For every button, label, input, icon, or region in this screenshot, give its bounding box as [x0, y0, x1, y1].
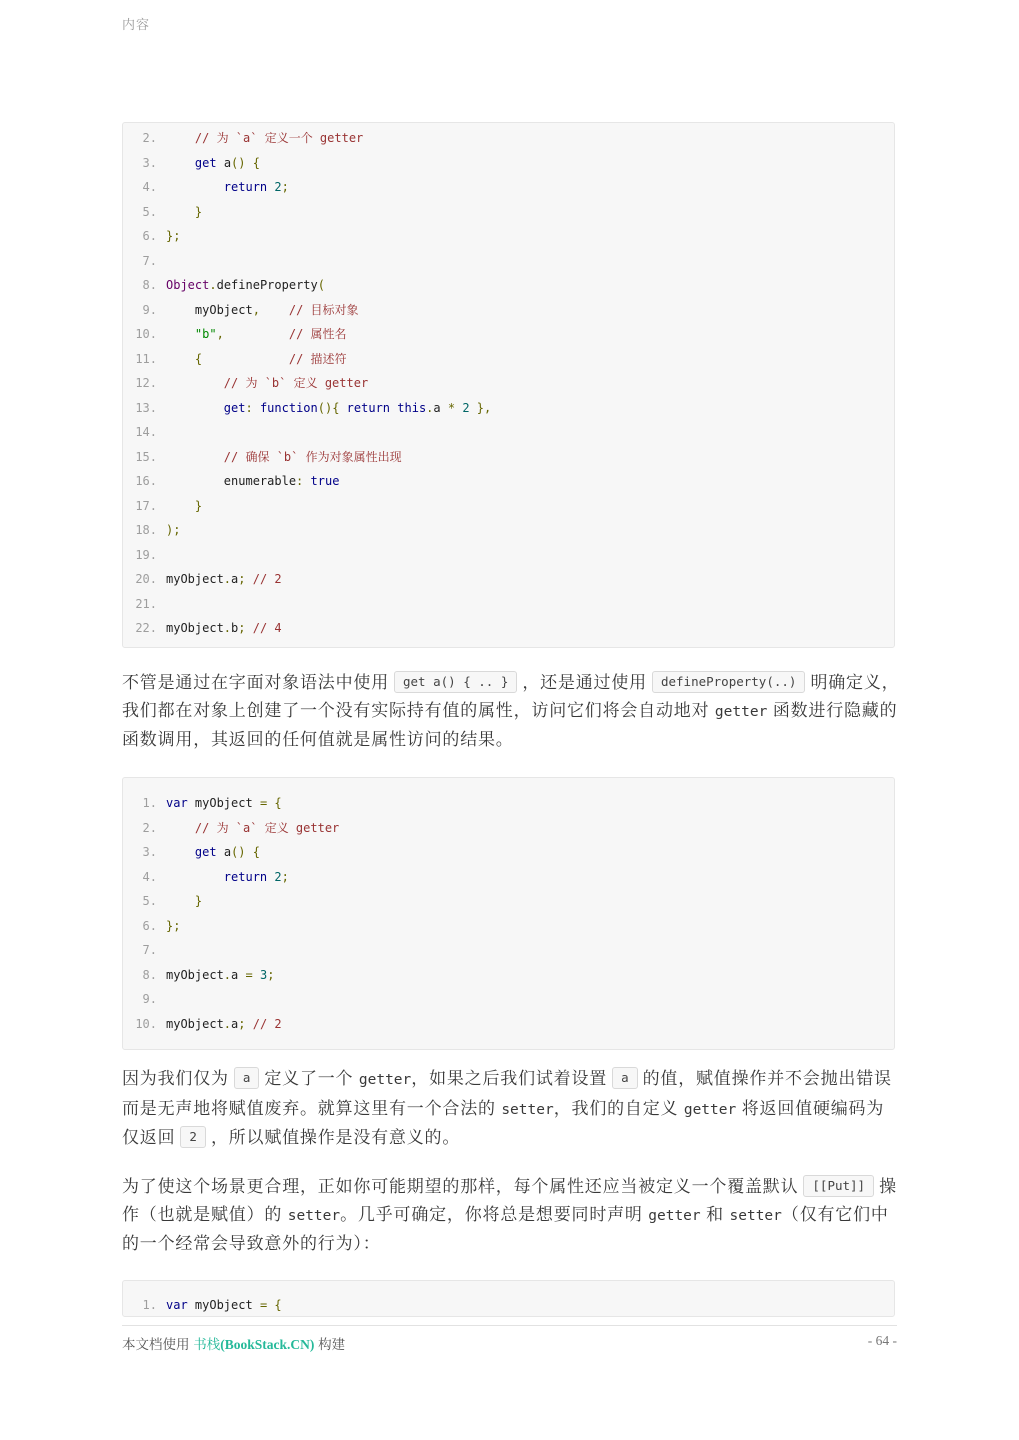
line-number: 10. — [135, 327, 157, 341]
code-line: 1. var myObject = { — [123, 791, 894, 816]
paragraph-text: 函数进行隐藏的函数调用，其返回的任何值就是属性访问的结果。 — [122, 700, 898, 750]
code-line: 18. ); — [123, 518, 894, 543]
inline-code-chip: a — [612, 1067, 638, 1089]
paragraph-assignment-discarded — [122, 1065, 900, 1152]
paragraph-text: 将返回值硬编码为仅返回 — [122, 1098, 885, 1148]
inline-code-text: setter — [501, 1101, 554, 1118]
paragraph-getter-explanation — [122, 669, 900, 754]
code-line: 13. get: function(){ return this.a * 2 }, — [123, 396, 894, 421]
inline-code-text: getter — [648, 1207, 701, 1224]
code-line: 20. myObject.a; // 2 — [123, 567, 894, 592]
paragraph-text: 和 — [700, 1204, 730, 1224]
footer-prefix: 本文档使用 — [122, 1337, 194, 1352]
line-number: 6. — [142, 918, 157, 933]
inline-code-text: getter — [358, 1072, 412, 1088]
line-number: 6. — [142, 229, 157, 243]
page-title: 内容 — [122, 17, 151, 32]
paragraph-text: ，所以赋值操作是没有意义的。 — [210, 1128, 461, 1148]
code-line: 5. } — [123, 889, 894, 914]
code-line: 15. // 确保 `b` 作为对象属性出现 — [123, 445, 894, 470]
code-line: 5. } — [123, 200, 894, 225]
paragraph-text: 。几乎可确定，你将总是想要同时声明 — [340, 1204, 649, 1224]
line-number: 7. — [142, 253, 157, 268]
line-number: 8. — [142, 967, 157, 982]
code-line — [123, 420, 894, 445]
code-line: 11. { // 描述符 — [123, 347, 894, 372]
code-line: 17. } — [123, 494, 894, 519]
code-line: 8. myObject.a = 3; — [123, 963, 894, 988]
line-number: 8. — [142, 278, 157, 292]
line-number: 11. — [135, 351, 157, 366]
inline-code-chip: [[Put]] — [803, 1175, 874, 1197]
line-number: 13. — [135, 400, 157, 415]
code-line: 1. var myObject = { — [123, 1293, 894, 1317]
line-number: 10. — [135, 1016, 157, 1031]
inline-code-text: getter — [714, 703, 768, 720]
code-line: 10. "b", // 属性名 — [123, 322, 894, 347]
inline-code-text: setter — [287, 1207, 341, 1224]
line-number: 1. — [142, 796, 157, 810]
code-line: 12. // 为 `b` 定义 getter — [123, 371, 894, 396]
line-number: 22. — [135, 621, 157, 635]
footer-brand-cn: 书栈 — [193, 1337, 221, 1352]
paragraph-text: 为了使这个场景更合理，正如你可能期望的那样，每个属性还应当被定义一个覆盖默认 — [122, 1177, 799, 1196]
line-number: 21. — [135, 596, 157, 611]
paragraph-text: 操作（也就是赋值）的 — [122, 1177, 897, 1224]
paragraph-text: 定义了一个 — [264, 1069, 359, 1088]
paragraph-text: （仅有它们中的一个经常会导致意外的行为）： — [122, 1204, 889, 1254]
paragraph-text: 因为我们仅为 — [122, 1069, 229, 1088]
line-number: 5. — [142, 204, 157, 219]
code-line — [123, 938, 894, 963]
paragraph-text: ，我们的自定义 — [553, 1098, 684, 1118]
code-line: 3. get a() { — [123, 151, 894, 176]
code-line: 4. return 2; — [123, 175, 894, 200]
line-number: 4. — [142, 180, 157, 194]
line-number: 1. — [142, 1298, 157, 1312]
code-line: 10. myObject.a; // 2 — [123, 1012, 894, 1037]
inline-code-chip: 2 — [180, 1126, 206, 1148]
line-number: 15. — [135, 449, 157, 464]
code-line: 22. myObject.b; // 4 — [123, 616, 894, 641]
page-number: - 64 - — [867, 1333, 897, 1348]
line-number: 18. — [135, 523, 157, 537]
line-number: 9. — [142, 302, 157, 317]
code-block-getter-example — [122, 777, 895, 1050]
code-line: 6. }; — [123, 914, 894, 939]
code-line: 8. Object.defineProperty( — [123, 273, 894, 298]
line-number: 12. — [135, 376, 157, 390]
paragraph-text: 不管是通过在字面对象语法中使用 — [122, 673, 389, 692]
inline-code-chip: get a() { .. } — [394, 671, 517, 693]
paragraph-text: 的值，赋值操作并不会抛出错误而是无声地将赋值废弃。就算这里有一个合法的 — [122, 1069, 892, 1118]
code-line — [123, 592, 894, 617]
footer-brand-link[interactable]: (BookStack.CN) — [220, 1337, 315, 1352]
footer-divider — [122, 1325, 897, 1326]
line-number: 3. — [142, 155, 157, 170]
code-block-setter-start — [122, 1280, 895, 1317]
line-number: 17. — [135, 498, 157, 513]
paragraph-text: ，还是通过使用 — [522, 673, 647, 692]
code-line: 9. myObject, // 目标对象 — [123, 298, 894, 323]
code-line — [123, 543, 894, 568]
code-line: 3. get a() { — [123, 840, 894, 865]
line-number: 2. — [142, 820, 157, 835]
inline-code-text: setter — [729, 1207, 782, 1224]
code-line: 16. enumerable: true — [123, 469, 894, 494]
code-line: 2. // 为 `a` 定义一个 getter — [123, 126, 894, 151]
code-line — [123, 249, 894, 274]
paragraph-text: ，如果之后我们试着设置 — [411, 1069, 608, 1088]
line-number: 9. — [142, 992, 157, 1006]
code-line: 4. return 2; — [123, 865, 894, 890]
line-number: 16. — [135, 474, 157, 488]
footer-suffix: 构建 — [314, 1337, 346, 1352]
line-number: 4. — [142, 869, 157, 884]
line-number: 19. — [135, 547, 157, 562]
code-block-defineproperty — [122, 122, 895, 648]
code-line: 2. // 为 `a` 定义 getter — [123, 816, 894, 841]
footer-credit — [122, 1333, 897, 1353]
inline-code-chip: a — [234, 1067, 260, 1089]
inline-code-chip: defineProperty(..) — [652, 671, 805, 693]
line-number: 5. — [142, 894, 157, 908]
code-line — [123, 987, 894, 1012]
line-number: 2. — [142, 131, 157, 145]
line-number: 20. — [135, 572, 157, 586]
paragraph-text: 明确定义，我们都在对象上创建了一个没有实际持有值的属性，访问它们将会自动地对 — [122, 673, 900, 720]
code-line: 6. }; — [123, 224, 894, 249]
line-number: 3. — [142, 845, 157, 859]
line-number: 7. — [142, 943, 157, 957]
line-number: 14. — [135, 425, 157, 439]
inline-code-text: getter — [683, 1101, 737, 1118]
paragraph-put-setter — [122, 1173, 900, 1258]
